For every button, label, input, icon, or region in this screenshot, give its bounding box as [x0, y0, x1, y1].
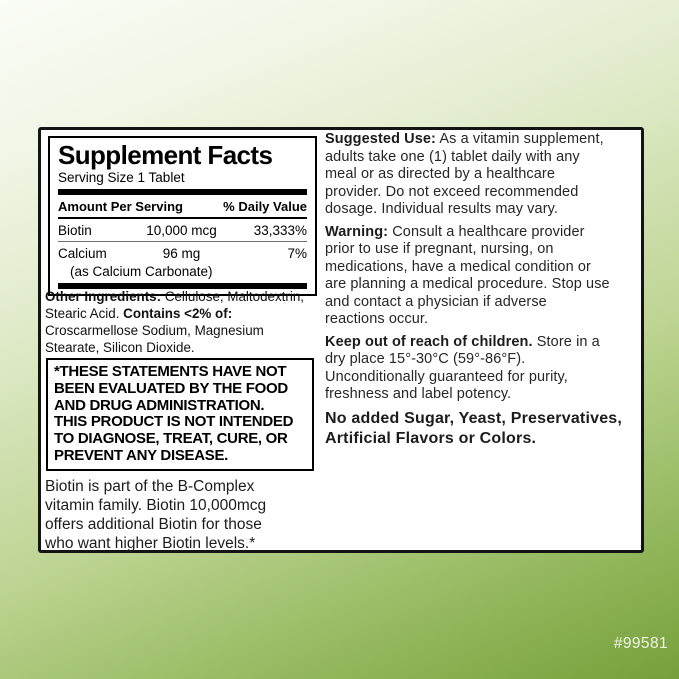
contains-label: Contains <2% of:: [123, 306, 233, 321]
keep-out-of-reach-label: Keep out of reach of children.: [325, 333, 533, 350]
fda-disclaimer-box: [46, 358, 314, 471]
nutrient-name: Calcium: [58, 246, 107, 261]
warning-label: Warning:: [325, 223, 389, 240]
nutrient-daily-value: 7%: [287, 246, 307, 261]
text-line: Stearate, Silicon Dioxide.: [45, 340, 195, 355]
supplement-facts-title: Supplement Facts: [58, 140, 273, 170]
no-added-statement: [325, 409, 643, 449]
daily-value-header: % Daily Value: [223, 199, 307, 214]
disclaimer-line: AND DRUG ADMINISTRATION.: [54, 396, 265, 414]
text-line: vitamin family. Biotin 10,000mcg: [45, 497, 267, 514]
supplement-facts-panel: [48, 136, 317, 296]
text-line: provider. Do not exceed recommended: [325, 183, 579, 200]
facts-header-row: [58, 195, 307, 219]
text-line: dosage. Individual results may vary.: [325, 201, 559, 217]
facts-row-calcium: [58, 242, 307, 264]
text-line: adults take one (1) tablet daily with any: [325, 148, 580, 165]
other-ingredients-label: Other Ingredients:: [45, 289, 162, 304]
text-line: Suggested Use: As a vitamin supplement,: [325, 131, 604, 147]
disclaimer-line: TO DIAGNOSE, TREAT, CURE, OR: [54, 430, 288, 448]
label-card: [38, 127, 644, 553]
text-line: Keep out of reach of children. Store in a: [325, 333, 600, 350]
text-line: and contact a physician if adverse: [325, 293, 547, 310]
disclaimer-line: BEEN EVALUATED BY THE FOOD: [54, 379, 288, 397]
text-line: prior to use if pregnant, nursing, on: [325, 241, 554, 257]
suggested-use-paragraph: [325, 131, 643, 219]
biotin-description-paragraph: [45, 477, 337, 553]
text-line: freshness and label potency.: [325, 386, 512, 402]
nutrient-name: Biotin: [58, 223, 92, 238]
text-line: Stearic Acid. Contains <2% of:: [45, 306, 233, 321]
nutrient-amount: 96 mg: [162, 246, 201, 261]
text-line: Warning: Consult a healthcare provider: [325, 223, 585, 240]
text-line: No added Sugar, Yeast, Preservatives,: [325, 409, 623, 427]
text-line: are planning a medical procedure. Stop use: [325, 276, 610, 292]
text-line: reactions occur.: [325, 311, 429, 327]
amount-per-serving-header: Amount Per Serving: [58, 199, 183, 214]
text-line: Biotin is part of the B-Complex: [45, 478, 255, 495]
item-number: #99581: [613, 635, 668, 652]
other-ingredients-paragraph: [45, 288, 327, 356]
text-line: medications, have a medical condition or: [325, 258, 591, 275]
text-line: Croscarmellose Sodium, Magnesium: [45, 323, 264, 338]
disclaimer-line: PREVENT ANY DISEASE.: [54, 446, 229, 464]
suggested-use-label: Suggested Use:: [325, 131, 436, 147]
disclaimer-line: *THESE STATEMENTS HAVE NOT: [54, 363, 287, 380]
nutrient-amount: 10,000 mcg: [146, 223, 217, 238]
nutrient-daily-value: 33,333%: [253, 223, 307, 238]
facts-row-biotin: [58, 219, 307, 242]
text-line: meal or as directed by a healthcare: [325, 166, 555, 182]
text-line: dry place 15°-30°C (59°-86°F).: [325, 351, 526, 367]
warning-paragraph: [325, 224, 643, 329]
text-line: who want higher Biotin levels.*: [45, 535, 256, 552]
text-line: offers additional Biotin for those: [45, 516, 262, 533]
text-line: Other Ingredients: Cellulose, Maltodextrin,: [45, 289, 304, 304]
text-line: Unconditionally guaranteed for purity,: [325, 368, 568, 385]
storage-paragraph: [325, 334, 643, 404]
usage-info-column: [325, 131, 643, 454]
disclaimer-line: THIS PRODUCT IS NOT INTENDED: [54, 413, 294, 431]
text-line: Artificial Flavors or Colors.: [325, 429, 537, 447]
serving-size-text: Serving Size 1 Tablet: [58, 170, 185, 185]
nutrient-source-note: (as Calcium Carbonate): [70, 264, 213, 279]
